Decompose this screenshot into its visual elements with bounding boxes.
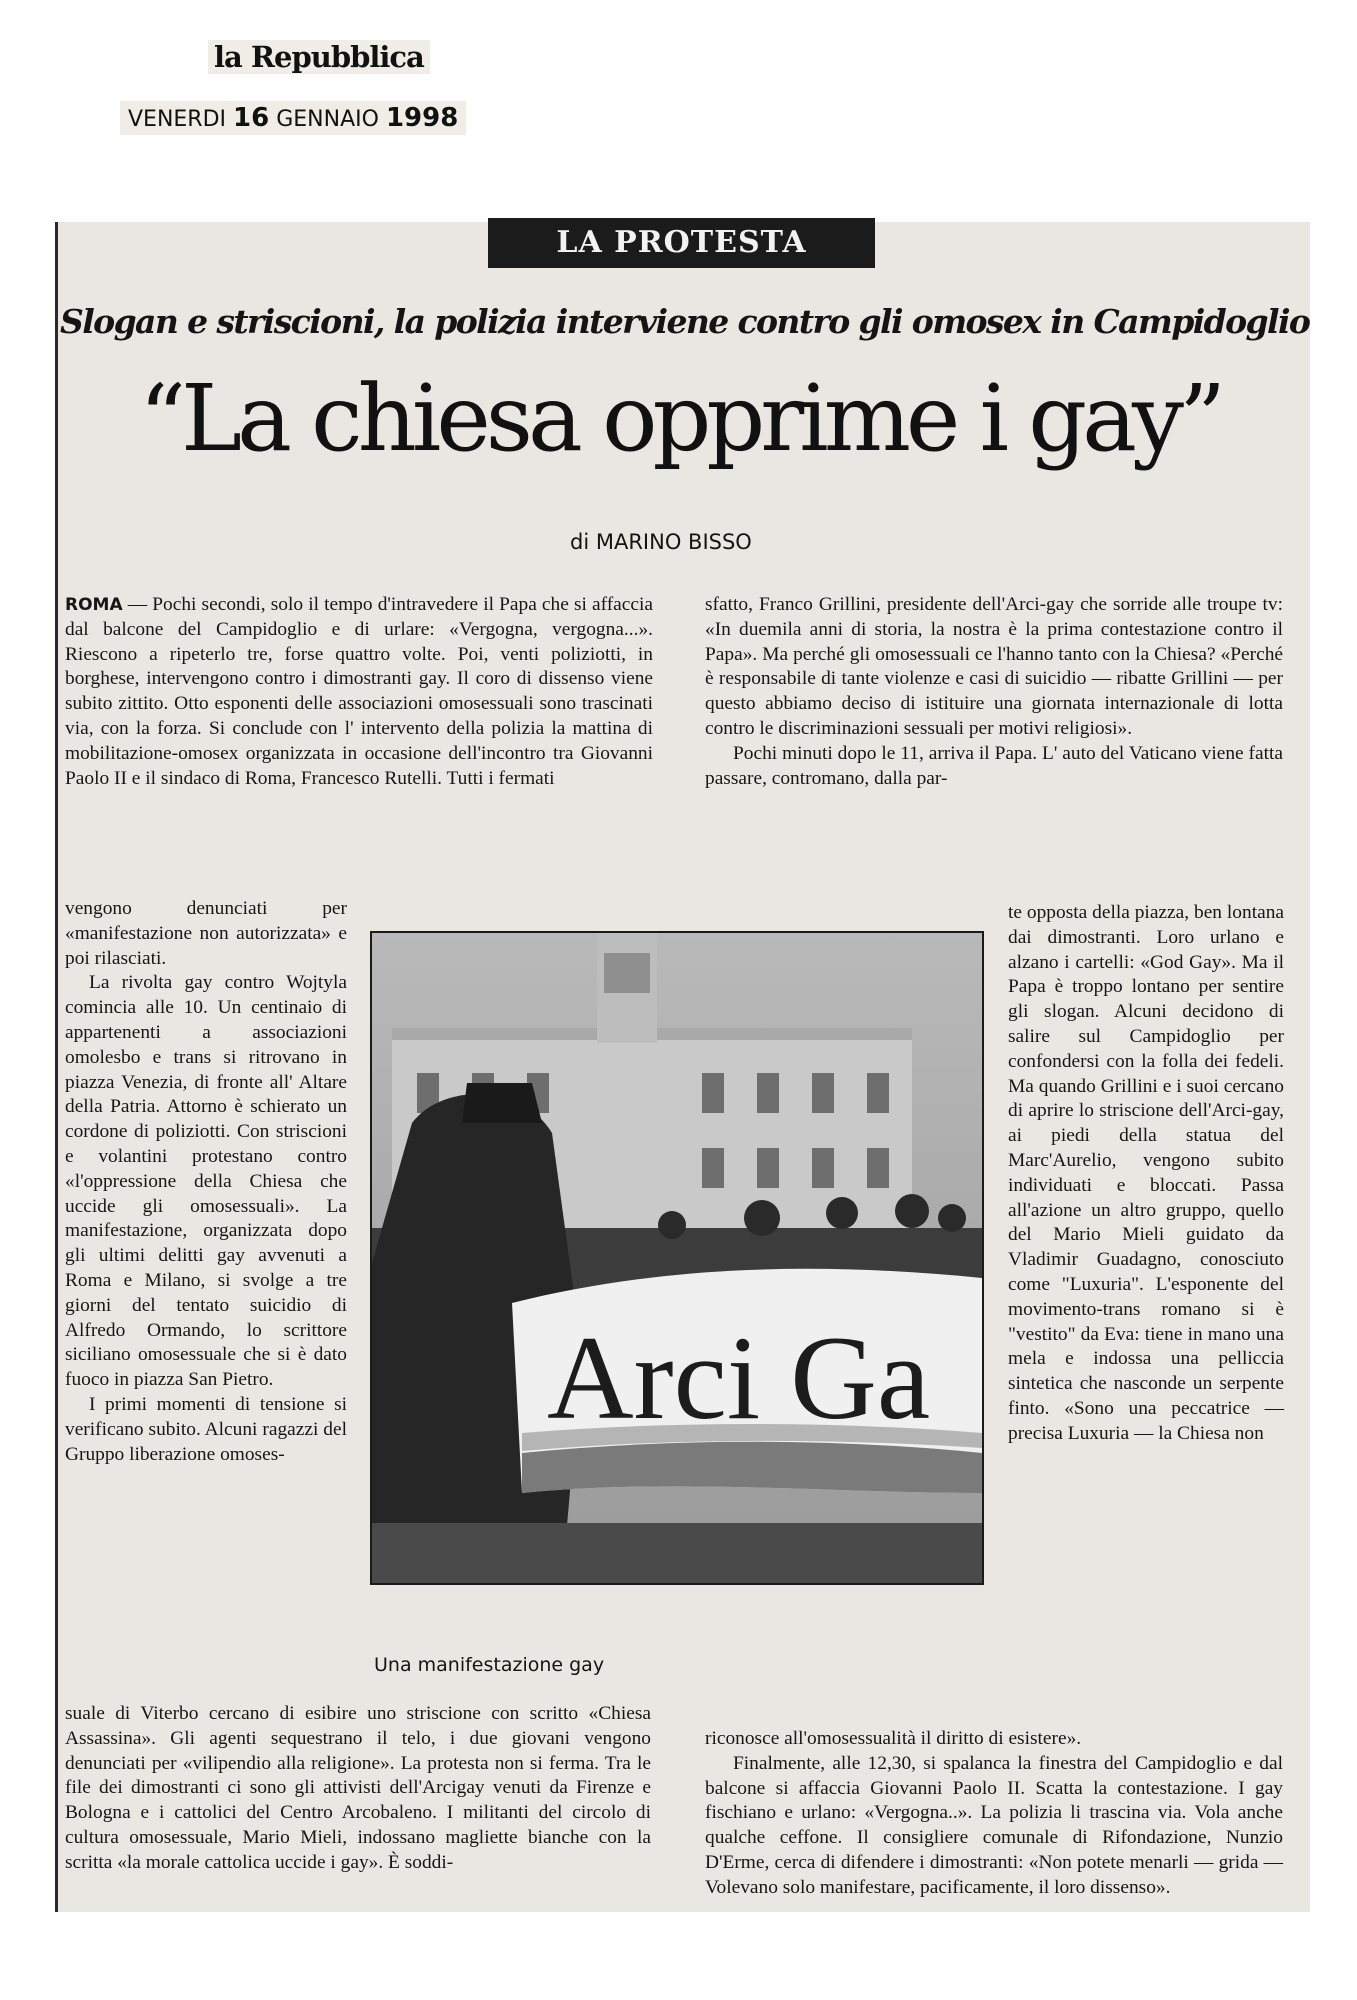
photo-banner-text: Arci Ga xyxy=(547,1311,931,1444)
byline xyxy=(570,530,752,554)
section-label: LA PROTESTA xyxy=(488,218,875,268)
article-column-left-top xyxy=(65,593,653,791)
article-paragraph: La rivolta gay contro Wojtyla comincia alle 10. Un centinaio di appartenenti a associazioni omolesbo e trans si ritrovano in piazza Venezia, di fronte all' Altare della Patria. Attorno è schierato un cordone di poliziotti. Con striscioni e volantini protestano contro «l'oppressione della Chiesa che uccide gli omosessuali». La manifestazione, organizzata dopo gli ultimi delitti gay avvenuti a Roma e Milano, si svolge a tre giorni del tentato suicidio di Alfredo Ormando, lo scrittore siciliano omosessuale che si è dato fuoco in piazza San Pietro. xyxy=(65,972,347,1391)
photo-illustration xyxy=(372,933,982,1583)
article-column-right-bottom xyxy=(705,1727,1283,1901)
article-paragraph: Pochi minuti dopo le 11, arriva il Papa. L' auto del Vaticano viene fatta passare, contromano, dalla par- xyxy=(705,742,1283,789)
dateline-city: ROMA xyxy=(65,595,123,615)
article-paragraph: sfatto, Franco Grillini, presidente dell'Arci-gay che sorride alle troupe tv: «In duemila anni di storia, la nostra è la prima contestazione contro il Papa». Ma perché gli omosessuali ce l'hanno tanto con la Chiesa? «Perché è responsabile di tante violenze e casi di suicidio — ribatte Grillini — per questo abbiamo deciso di istituire una giornata internazionale di lotta contro le discriminazioni sessuali per motivi religiosi». xyxy=(705,594,1283,739)
byline-prefix: di xyxy=(570,530,590,554)
article-headline: “La chiesa opprime i gay” xyxy=(138,365,1222,472)
article-column-right-narrow xyxy=(1008,901,1284,1447)
article-paragraph: te opposta della piazza, ben lontana dai dimostranti. Loro urlano e alzano i cartelli: «God Gay». Ma il Papa è troppo lontano per sentire gli slogan. Alcuni decidono di salire sul Campidoglio per confondersi con la folla dei fedeli. Ma quando Grillini e i suoi cercano di aprire lo striscione dell'Arci-gay, ai piedi della statua del Marc'Aurelio, vengono subito individuati e bloccati. Passa all'azione un altro gruppo, quello del Mario Mieli guidato da Vladimir Guadagno, conosciuto come "Luxuria". L'esponente del movimento-trans romano si è "vestito" da Eva: tiene in mano una mela e indossa una pelliccia sintetica che nasconde un serpente finto. «Sono una peccatrice — precisa Luxuria — la Chiesa non xyxy=(1008,902,1284,1444)
photo-caption: Una manifestazione gay xyxy=(374,1654,605,1676)
article-paragraph: Finalmente, alle 12,30, si spalanca la finestra del Campidoglio e dal balcone si affaccia Giovanni Paolo II. Scatta la contestazione. I gay fischiano e urlano: «Vergogna..». La polizia li trascina via. Vola anche qualche ceffone. Il consigliere comunale di Rifondazione, Nunzio D'Erme, cerca di difendere i dimostranti: «Non potete menarli — grida — Volevano solo manifestare, pacificamente, il loro dissenso». xyxy=(705,1752,1283,1898)
date-day: 16 xyxy=(233,103,270,133)
date-year: 1998 xyxy=(385,103,459,133)
article-paragraph: suale di Viterbo cercano di esibire uno striscione con scritto «Chiesa Assassina». Gli agenti sequestrano il telo, i due giovani vengono denunciati per «vilipendio alla religione». La protesta non si ferma. Tra le file dei dimostranti ci sono gli attivisti dell'Arcigay venuti da Firenze e Bologna e i cattolici del Centro Arcobaleno. I militanti del circolo di cultura omosessuale, Mario Mieli, indossano magliette bianche con la scritta «la morale cattolica uccide i gay». È soddi- xyxy=(65,1703,651,1873)
article-photo xyxy=(370,931,984,1585)
byline-author: MARINO BISSO xyxy=(595,530,752,554)
article-paragraph: I primi momenti di tensione si verificano subito. Alcuni ragazzi del Gruppo liberazione omoses- xyxy=(65,1393,347,1465)
article-paragraph xyxy=(65,593,653,791)
date-weekday: VENERDI xyxy=(128,107,227,132)
paragraph-text: — Pochi secondi, solo il tempo d'intravedere il Papa che si affaccia dal balcone del Campidoglio e di urlare: «Vergogna, vergogna...». Riescono a ripeterlo tre, forse quattro volte. Poi, venti poliziotti, in borghese, intervengono contro i dimostranti gay. Il coro di dissenso viene subito zittito. Otto esponenti delle associazioni omosessuali sono trascinati via, con la forza. Si conclude con l' intervento della polizia la mattina di mobilitazione-omosex organizzata in occasione dell'incontro tra Giovanni Paolo II e il sindaco di Roma, Francesco Rutelli. Tutti i fermati xyxy=(65,594,653,789)
newspaper-masthead: la Repubblica xyxy=(208,40,430,74)
article-column-left-narrow xyxy=(65,897,347,1467)
article-kicker: Slogan e striscioni, la polizia interviene contro gli omosex in Campidoglio xyxy=(60,302,1310,341)
article-paragraph: riconosce all'omosessualità il diritto di esistere». xyxy=(705,1728,1082,1749)
publication-date xyxy=(120,101,466,135)
article-paragraph: vengono denunciati per «manifestazione non autorizzata» e poi rilasciati. xyxy=(65,898,347,969)
date-month: GENNAIO xyxy=(276,107,379,132)
article-column-left-bottom xyxy=(65,1702,651,1876)
article-column-right-top xyxy=(705,593,1283,791)
